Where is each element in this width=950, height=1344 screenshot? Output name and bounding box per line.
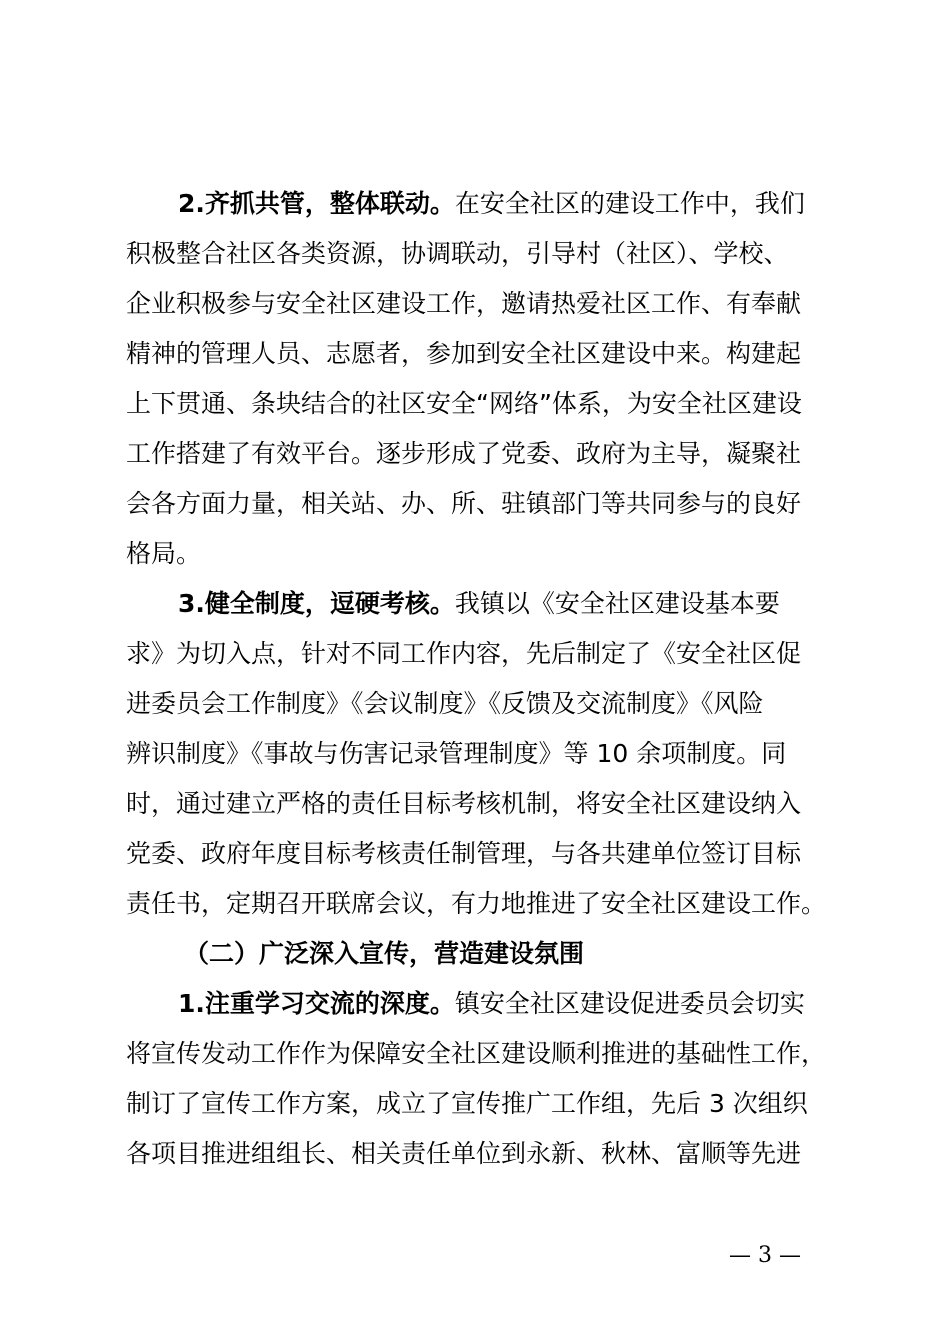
page-number: — 3 — [729,1243,801,1268]
paragraph-line: 时，通过建立严格的责任目标考核机制，将安全社区建设纳入 [126,789,802,818]
paragraph-line: 制订了宣传工作方案，成立了宣传推广工作组，先后 3 次组织 [126,1089,808,1118]
paragraph-line: 会各方面力量，相关站、办、所、驻镇部门等共同参与的良好 [126,489,802,518]
paragraph-line: 积极整合社区各类资源，协调联动，引导村（社区）、学校、 [126,239,789,268]
paragraph-line [178,984,836,1024]
paragraph-line: 求》为切入点，针对不同工作内容，先后制定了《安全社区促 [126,639,802,668]
paragraph-heading: 2.齐抓共管，整体联动。 [178,189,455,218]
paragraph-line: 格局。 [126,539,202,568]
paragraph-line: 企业积极参与安全社区建设工作，邀请热爱社区工作、有奉献 [126,289,802,318]
paragraph-line: 各项目推进组组长、相关责任单位到永新、秋林、富顺等先进 [126,1139,802,1168]
paragraph-line: 工作搭建了有效平台。逐步形成了党委、政府为主导，凝聚社 [126,439,802,468]
paragraph-line: 党委、政府年度目标考核责任制管理，与各共建单位签订目标 [126,839,802,868]
paragraph-line [178,184,836,224]
paragraph-line: 进委员会工作制度》《会议制度》《反馈及交流制度》《风险 [126,689,764,718]
paragraph-line: 精神的管理人员、志愿者，参加到安全社区建设中来。构建起 [126,339,802,368]
paragraph-heading: 1.注重学习交流的深度。 [178,989,455,1018]
section-title: （二）广泛深入宣传，营造建设氛围 [184,939,585,968]
paragraph-line: 责任书，定期召开联席会议，有力地推进了安全社区建设工作。 [126,889,827,918]
paragraph-line [178,584,836,624]
paragraph-line: 上下贯通、条块结合的社区安全“网络”体系，为安全社区建设 [126,389,802,418]
paragraph-heading: 3.健全制度，逗硬考核。 [178,589,455,618]
paragraph-text: 在安全社区的建设工作中，我们 [454,189,805,218]
paragraph-line: 辨识制度》《事故与伤害记录管理制度》等 10 余项制度。同 [126,739,787,768]
paragraph-text: 镇安全社区建设促进委员会切实 [454,989,805,1018]
paragraph-line: 将宣传发动工作作为保障安全社区建设顺利推进的基础性工作， [126,1039,827,1068]
paragraph-text: 我镇以《安全社区建设基本要 [454,589,780,618]
